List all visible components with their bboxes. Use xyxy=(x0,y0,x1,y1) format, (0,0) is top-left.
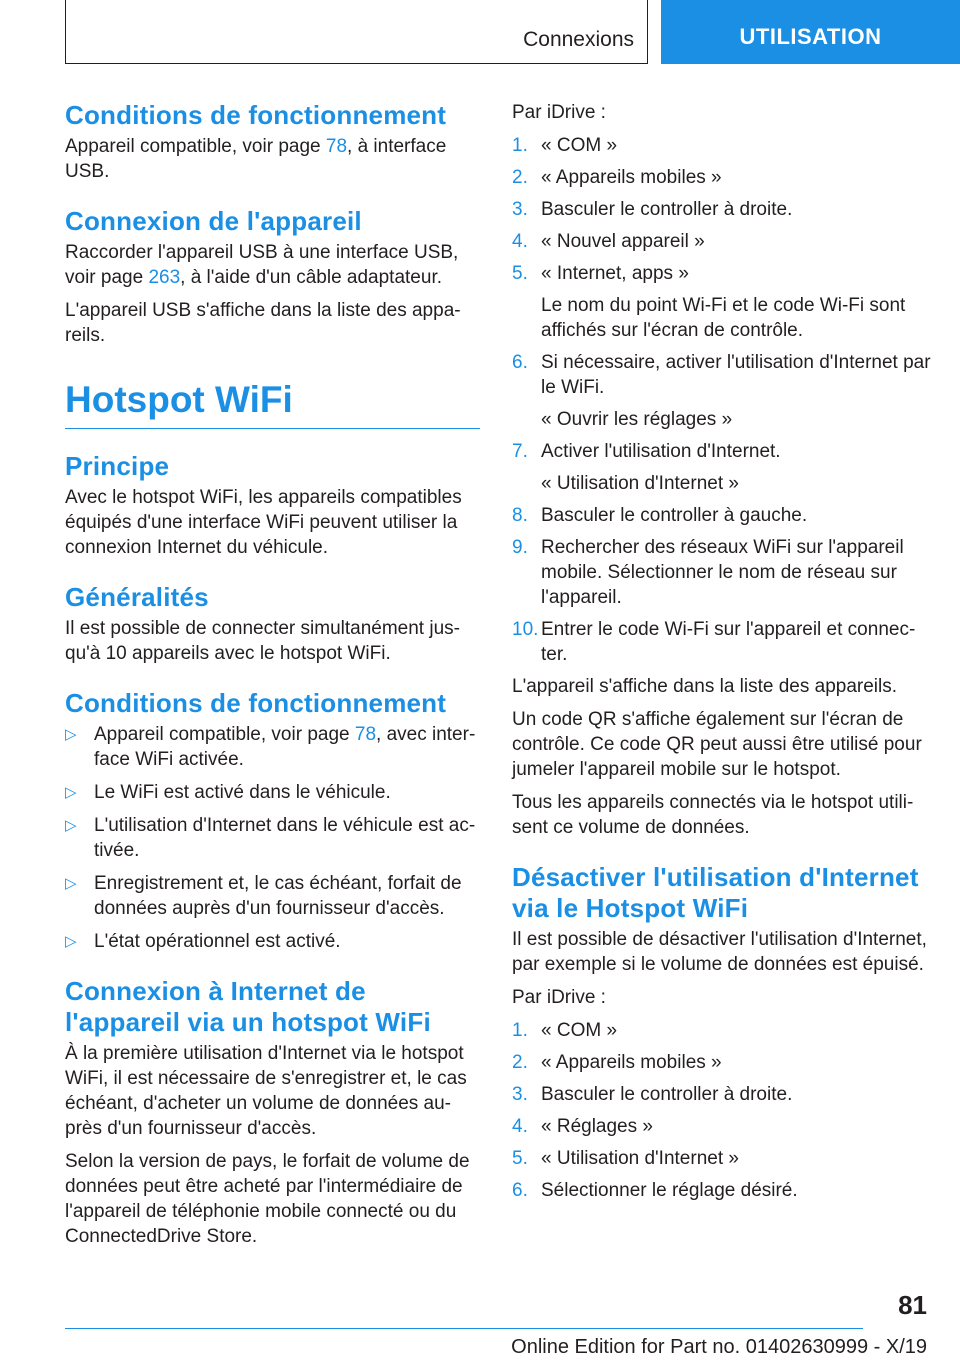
list-item: 6. Sélectionner le réglage désiré. xyxy=(512,1180,798,1201)
paragraph: Appareil compatible, voir page 78, à interface USB. xyxy=(65,136,447,182)
list-item: 1. « COM » xyxy=(512,135,618,156)
list-item: 3. Basculer le controller à droite. xyxy=(512,199,793,220)
paragraph: L'appareil s'affiche dans la liste des appareils. xyxy=(512,676,898,697)
section-heading: Conditions de fonctionnement xyxy=(65,100,447,130)
page-link[interactable]: 78 xyxy=(354,724,377,745)
list-item: 1. « COM » xyxy=(512,1020,618,1041)
left-column xyxy=(65,100,480,1257)
page-number: 81 xyxy=(898,1290,927,1320)
section-heading: Connexion à Internet de l'appareil via un hotspot WiFi xyxy=(65,976,431,1037)
footer-edition: Online Edition for Part no. 01402630999 - X/19 xyxy=(511,1336,927,1358)
list-item: 5. « Utilisation d'Internet » xyxy=(512,1148,739,1169)
paragraph: Un code QR s'affiche également sur l'écran de contrôle. Ce code QR peut aussi être utilisé pour jumeler l'appareil mobile sur le hotspot. xyxy=(512,709,922,780)
footer-divider xyxy=(65,1328,863,1329)
list-item: ▷ Enregistrement et, le cas échéant, forfait de données auprès d'un fournisseur d'accès. xyxy=(65,873,462,919)
triangle-bullet-icon: ▷ xyxy=(65,726,77,743)
list-item: 7. Activer l'utilisation d'Internet. xyxy=(512,441,781,462)
page-link[interactable]: 78 xyxy=(325,136,348,157)
steps-list-disable xyxy=(512,1018,932,1203)
section-heading: Généralités xyxy=(65,582,209,612)
list-item: 10. Entrer le code Wi-Fi sur l'appareil et connec-ter. xyxy=(512,619,916,665)
section-heading: Désactiver l'utilisation d'Internet via le Hotspot WiFi xyxy=(512,862,919,923)
chapter-title: Hotspot WiFi xyxy=(65,378,480,429)
list-item: ▷ L'état opérationnel est activé. xyxy=(65,931,341,952)
list-item: 4. « Nouvel appareil » xyxy=(512,231,705,252)
paragraph: L'appareil USB s'affiche dans la liste des appa-reils. xyxy=(65,300,461,346)
list-item: 9. Rechercher des réseaux WiFi sur l'appareil mobile. Sélectionner le nom de réseau sur l'appareil. xyxy=(512,537,904,608)
list-item: ▷ L'utilisation d'Internet dans le véhicule est ac-tivée. xyxy=(65,815,476,861)
section-heading: Conditions de fonctionnement xyxy=(65,688,447,718)
steps-list-connect xyxy=(512,133,932,667)
step-note: « Utilisation d'Internet » xyxy=(541,473,739,494)
list-item: 2. « Appareils mobiles » xyxy=(512,1052,722,1073)
list-item: 3. Basculer le controller à droite. xyxy=(512,1084,793,1105)
header-chapter-tab: UTILISATION xyxy=(661,0,960,64)
paragraph: Avec le hotspot WiFi, les appareils compatibles équipés d'une interface WiFi peuvent utiliser la connexion Internet du véhicule. xyxy=(65,487,462,558)
paragraph: Il est possible de désactiver l'utilisation d'Internet, par exemple si le volume de données est épuisé. xyxy=(512,929,927,975)
list-item: 8. Basculer le controller à gauche. xyxy=(512,505,808,526)
paragraph: Par iDrive : xyxy=(512,987,606,1008)
triangle-bullet-icon: ▷ xyxy=(65,875,77,892)
header-section-title: Connexions xyxy=(523,28,634,51)
list-item: ▷ Le WiFi est activé dans le véhicule. xyxy=(65,782,391,803)
step-note: « Ouvrir les réglages » xyxy=(541,409,733,430)
list-item: 5. « Internet, apps » xyxy=(512,263,689,284)
list-item: ▷ Appareil compatible, voir page 78, avec inter-face WiFi activée. xyxy=(65,724,476,770)
right-column xyxy=(512,100,932,1210)
section-heading: Principe xyxy=(65,451,170,481)
paragraph: Il est possible de connecter simultanément jus-qu'à 10 appareils avec le hotspot WiFi. xyxy=(65,618,460,664)
section-heading: Connexion de l'appareil xyxy=(65,206,362,236)
paragraph: Selon la version de pays, le forfait de volume de données peut être acheté par l'intermédiaire de l'appareil de téléphonie mobile connecté ou du ConnectedDrive Store. xyxy=(65,1151,470,1247)
page-link[interactable]: 263 xyxy=(148,267,181,288)
paragraph: Raccorder l'appareil USB à une interface USB, voir page 263, à l'aide d'un câble adaptateur. xyxy=(65,242,459,288)
triangle-bullet-icon: ▷ xyxy=(65,784,77,801)
paragraph: Par iDrive : xyxy=(512,102,606,123)
list-item: 2. « Appareils mobiles » xyxy=(512,167,722,188)
requirements-list xyxy=(65,722,480,954)
paragraph: À la première utilisation d'Internet via le hotspot WiFi, il est nécessaire de s'enregistrer et, le cas échéant, d'acheter un volume de données au-près d'un fournisseur d'accès. xyxy=(65,1043,467,1139)
list-item: 6. Si nécessaire, activer l'utilisation d'Internet par le WiFi. xyxy=(512,352,931,398)
paragraph: Tous les appareils connectés via le hotspot utili-sent ce volume de données. xyxy=(512,792,914,838)
step-note: Le nom du point Wi-Fi et le code Wi-Fi sont affichés sur l'écran de contrôle. xyxy=(541,295,906,341)
triangle-bullet-icon: ▷ xyxy=(65,817,77,834)
list-item: 4. « Réglages » xyxy=(512,1116,653,1137)
triangle-bullet-icon: ▷ xyxy=(65,933,77,950)
